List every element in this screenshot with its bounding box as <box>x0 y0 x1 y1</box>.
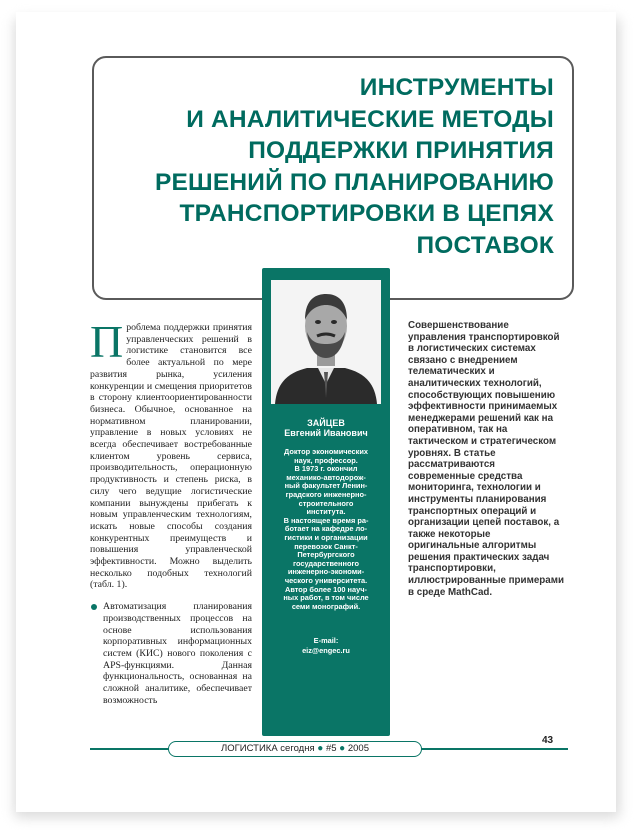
intro-paragraph <box>90 316 252 591</box>
author-portrait-image <box>271 280 381 404</box>
list-item-text: Автоматизация планирования производственных процессов на основе использования корпоративных информационных систем (КИС) нового поколения с APS-функциями. Данная функциональность, основанная на сложной аналитике, обеспечивает возможность <box>103 601 252 706</box>
email-label: E-mail: <box>313 636 339 645</box>
author-biography: Доктор экономических наук, профессор. В 1973 г. окончил механико-автодорож- ный факультет Ленин- градского инженерно- строительного института. В настоящее время ра- ботает на кафедре ло- гистики и организации перевозок Санкт- Петербургского государственного инженерно-экономи- ческого университета. Автор более 100 науч- ных работ, в том числе семи монографий. <box>283 447 369 611</box>
article-title: ИНСТРУМЕНТЫ И АНАЛИТИЧЕСКИЕ МЕТОДЫ ПОДДЕРЖКИ ПРИНЯТИЯ РЕШЕНИЙ ПО ПЛАНИРОВАНИЮ ТРАНСПОРТИРОВКИ В ЦЕПЯХ ПОСТАВОК <box>154 74 554 259</box>
author-given-name: Евгений Иванович <box>284 428 368 438</box>
footer-running-head <box>168 741 422 757</box>
author-email-link[interactable]: eiz@engec.ru <box>302 646 350 655</box>
page-number: 43 <box>542 735 554 746</box>
drop-cap: П <box>90 316 124 367</box>
separator-dot-icon: ● <box>339 743 346 754</box>
title-frame <box>92 56 574 300</box>
article-abstract: Совершенствование управления транспортировкой в логистических системах связано с внедрением телематических и аналитических технологий, способствующих повышению эффективности принимаемых менеджерами решений как на оперативном, так на тактическом и стратегическом уровнях. В статье рассматриваются современные средства мониторинга, технологии и инструменты планирования транспортных операций и организации цепей поставок, а также некоторые оригинальные алгоритмы решения практических задач транспортировки, иллюстрированные примерами в среде MathCad. <box>408 320 564 598</box>
bullet-icon <box>91 604 97 610</box>
magazine-page <box>16 12 616 812</box>
issue-year: 2005 <box>347 743 369 754</box>
author-photo <box>271 280 381 404</box>
journal-name: ЛОГИСТИКА сегодня <box>221 743 315 754</box>
author-surname: ЗАЙЦЕВ <box>307 418 345 428</box>
issue-number: #5 <box>325 743 337 754</box>
intro-text: роблема поддержки принятия управленческих решений в логистике становится все более актуальной по мере развития рынка, усиления конкуренции и смещения приоритетов в сторону клиентоориентированности бизнеса. Обычное, основанное на нормативном планировании, управление в новых условиях не всегда обеспечивает востребованные клиентом уровень сервиса, производительность, операционную продуктивность и степень риска, в силу чего ведущие логистические компании вынуждены прибегать к новым управленческим технологиям, искать новые способы создания конкурентных преимуществ и повышения управленческой эффективности. Можно выделить несколько подобных технологий (табл. 1). <box>90 322 252 591</box>
list-item <box>90 601 252 706</box>
author-name-block <box>266 418 386 438</box>
separator-dot-icon: ● <box>317 743 324 754</box>
author-bio-panel <box>262 268 390 736</box>
article-body-left <box>90 316 252 707</box>
